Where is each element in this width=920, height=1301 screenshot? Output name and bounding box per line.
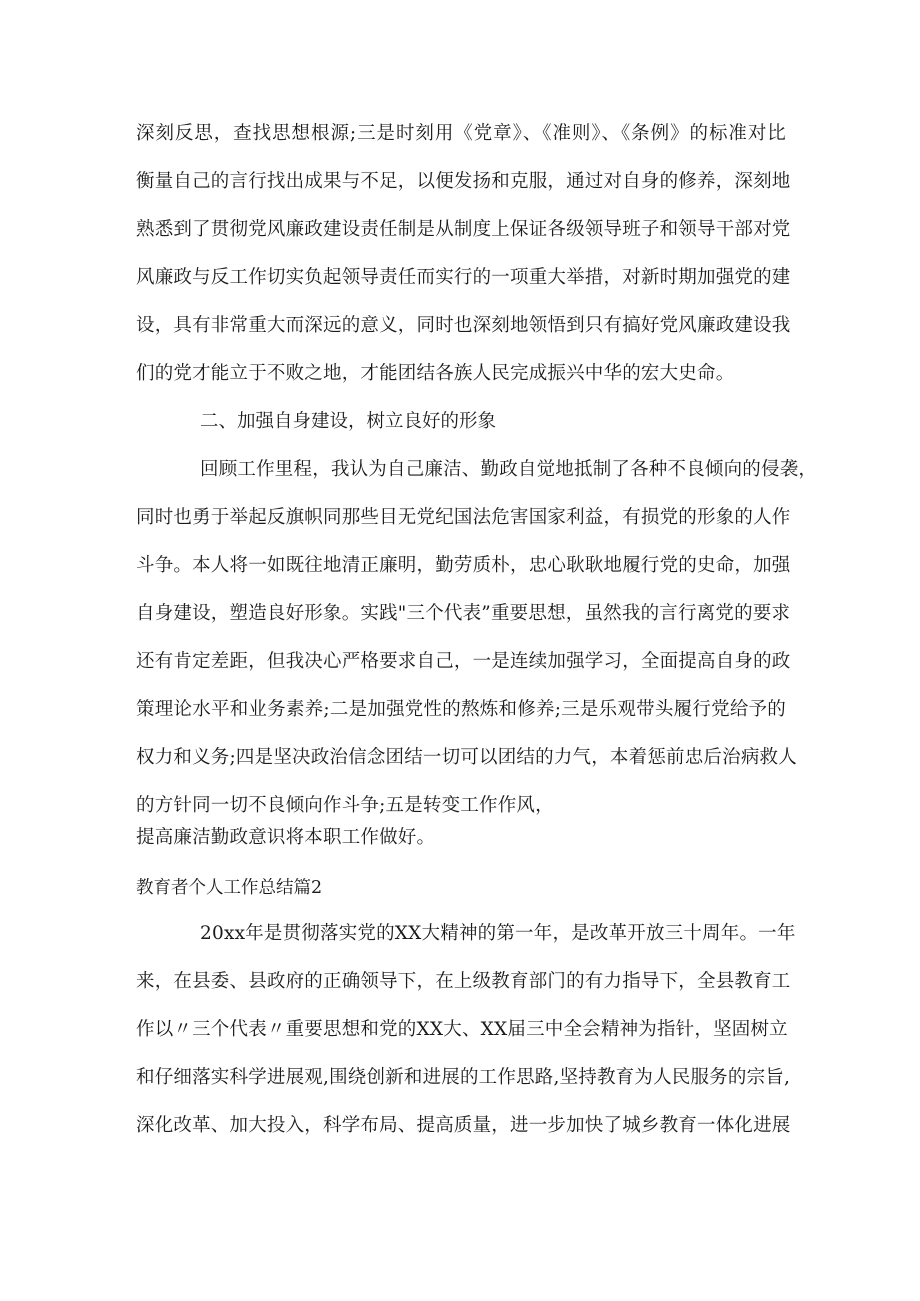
paragraph-1-line: 风廉政与反工作切实负起领导责任而实行的一项重大举措，对新时期加强党的建 xyxy=(136,267,791,288)
paragraph-2-line: 提高廉洁勤政意识将本职工作做好。 xyxy=(136,827,436,848)
paragraph-3-line: 深化改革、加大投入，科学布局、提高质量，进一步加快了城乡教育一体化进展 xyxy=(136,1115,791,1136)
paragraph-2-line: 权力和义务;四是坚决政治信念团结一切可以团结的力气，本着惩前忠后治病救人 xyxy=(136,747,797,768)
paragraph-1-line: 熟悉到了贯彻党风廉政建设责任制是从制度上保证各级领导班子和领导干部对党 xyxy=(136,219,791,240)
paragraph-2-line: 斗争。本人将一如既往地清正廉明，勤劳质朴，忠心耿耿地履行党的史命，加强 xyxy=(136,555,791,576)
paragraph-2-line: 的方针同一切不良倾向作斗争;五是转变工作作风， xyxy=(136,795,554,816)
paragraph-2-line: 还有肯定差距，但我决心严格要求自己，一是连续加强学习，全面提高自身的政 xyxy=(136,651,791,672)
paragraph-3-line: 来，在县委、县政府的正确领导下，在上级教育部门的有力指导下，全县教育工 xyxy=(136,971,791,992)
paragraph-3-line: 和仔细落实科学进展观,围绕创新和进展的工作思路,坚持教育为人民服务的宗旨, xyxy=(136,1067,791,1088)
paragraph-1-line: 们的党才能立于不败之地，才能团结各族人民完成振兴中华的宏大史命。 xyxy=(136,363,735,384)
paragraph-1-line: 设，具有非常重大而深远的意义，同时也深刻地领悟到只有搞好党风廉政建设我 xyxy=(136,315,791,336)
paragraph-2-line: 自身建设，塑造良好形象。实践"三个代表”重要思想，虽然我的言行离党的要求 xyxy=(136,603,791,624)
paragraph-1-line: 衡量自己的言行找出成果与不足，以便发扬和克服，通过对自身的修养，深刻地 xyxy=(136,171,791,192)
paragraph-2-line: 同时也勇于举起反旗帜同那些目无党纪国法危害国家利益，有损党的形象的人作 xyxy=(136,507,791,528)
paragraph-3-line: 作以〃三个代表〃重要思想和党的XX大、XX届三中全会精神为指针，坚固树立 xyxy=(136,1019,788,1040)
paragraph-3-line: 20xx年是贯彻落实党的XX大精神的第一年，是改革开放三十周年。一年 xyxy=(200,923,796,944)
article-title: 教育者个人工作总结篇2 xyxy=(136,878,323,898)
paragraph-2-line: 策理论水平和业务素养;二是加强党性的熬炼和修养;三是乐观带头履行党给予的 xyxy=(136,699,786,720)
paragraph-1-line: 深刻反思，查找思想根源;三是时刻用《党章》、《准则》、《条例》的标准对比 xyxy=(136,123,786,144)
section-heading: 二、加强自身建设，树立良好的形象 xyxy=(200,411,497,432)
paragraph-2-line: 回顾工作里程，我认为自己廉洁、勤政自觉地抵制了各种不良倾向的侵袭， xyxy=(200,459,818,480)
